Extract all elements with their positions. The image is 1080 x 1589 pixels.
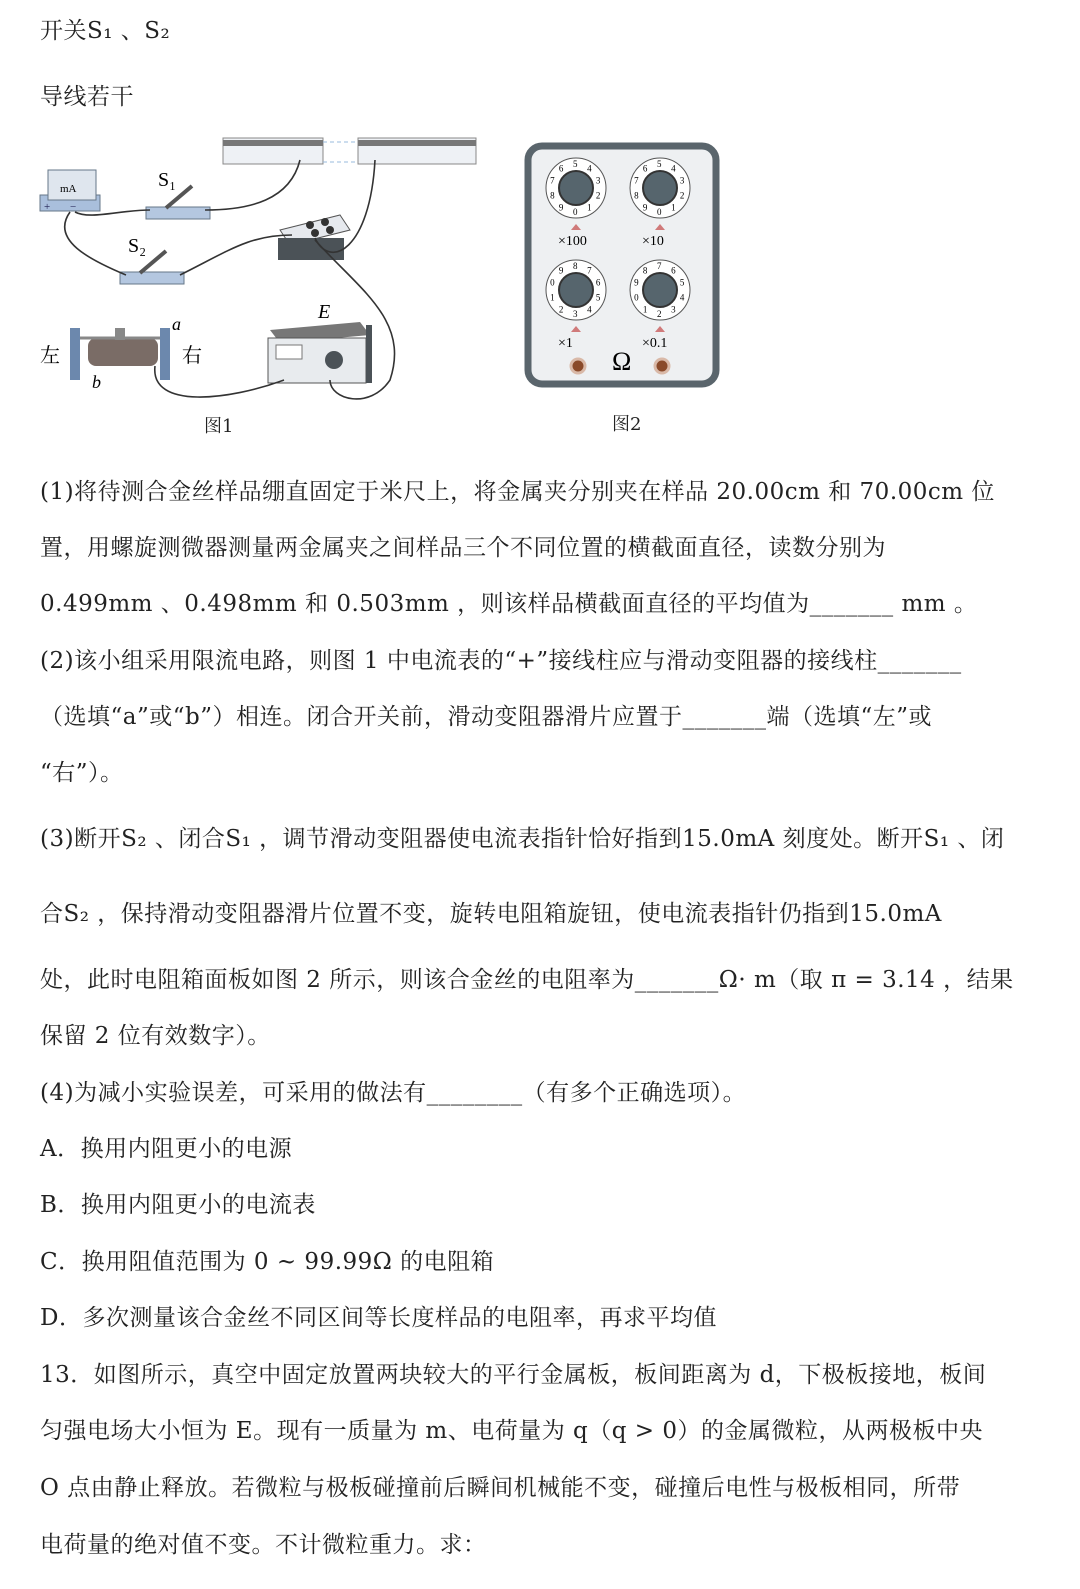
dial-digit: 0: [573, 207, 578, 217]
dial-digit: 6: [558, 163, 564, 174]
figure-2-resistance-box-panel: [520, 140, 730, 440]
question-line: 0.499mm 、0.498mm 和 0.503mm ，则该样品横截面直径的平均值为_______ mm 。: [40, 591, 978, 617]
figure-1-caption: 图1: [204, 416, 234, 437]
question-line: 保留 2 位有效数字）。: [40, 1023, 271, 1049]
dial-digit: 4: [587, 163, 592, 174]
question-line: (1)将待测合金丝样品绷直固定于米尺上，将金属夹分别夹在样品 20.00cm 和 70.00cm 位: [40, 479, 995, 505]
figure-1-circuit: [30, 130, 490, 440]
dial-digit: 7: [587, 265, 592, 276]
dial-digit: 9: [558, 265, 564, 276]
dial-digit: 8: [550, 190, 555, 201]
terminal-left: [571, 359, 585, 373]
dial-multiplier-label: ×100: [558, 234, 587, 249]
dial-digit: 0: [550, 277, 555, 288]
meter-stick: [223, 138, 476, 164]
dial-digit: 3: [671, 304, 676, 315]
question-line: B．换用内阻更小的电流表: [40, 1192, 316, 1218]
power-source: [268, 301, 372, 383]
dial-digit: 2: [558, 304, 564, 315]
question-line: 处，此时电阻箱面板如图 2 所示，则该合金丝的电阻率为_______Ω· m（取 π = 3.14 ，结果: [40, 967, 1014, 993]
switch-s2: [120, 235, 184, 284]
dial-digit: 0: [657, 207, 662, 217]
question-line: D．多次测量该合金丝不同区间等长度样品的电阻率，再求平均值: [40, 1305, 717, 1331]
dial-digit: 8: [634, 190, 639, 201]
equipment-switches: 开关S₁ 、S₂: [40, 18, 171, 44]
dial-digit: 9: [642, 202, 648, 213]
dial-digit: 9: [634, 277, 639, 288]
terminal-a-label: a: [172, 314, 181, 334]
switch-s1: [146, 169, 210, 219]
dial-digit: 4: [671, 163, 676, 174]
question-line: (4)为减小实验误差，可采用的做法有________（有多个正确选项）。: [40, 1080, 747, 1106]
terminal-b-label: b: [92, 372, 101, 392]
dial-digit: 9: [558, 202, 564, 213]
dial-digit: 1: [642, 304, 648, 315]
question-line: 13．如图所示，真空中固定放置两块较大的平行金属板，板间距离为 d，下极板接地，板间: [40, 1362, 987, 1388]
dial-digit: 2: [595, 190, 601, 201]
question-line: 合S₂ ，保持滑动变阻器滑片位置不变，旋转电阻箱旋钮，使电流表指针仍指到15.0mA: [40, 901, 942, 927]
ohm-unit: Ω: [612, 347, 632, 376]
dial-digit: 5: [679, 277, 685, 288]
dial-digit: 1: [587, 202, 592, 213]
question-line: A．换用内阻更小的电源: [40, 1136, 293, 1162]
terminal-right: [655, 359, 669, 373]
dial-digit: 3: [573, 309, 578, 319]
question-line: 匀强电场大小恒为 E。现有一质量为 m、电荷量为 q（q > 0）的金属微粒，从两极板中央: [40, 1418, 984, 1444]
dial-digit: 6: [671, 265, 676, 276]
ammeter: [40, 170, 100, 213]
ammeter-label: mA: [60, 183, 77, 195]
dial-digit: 6: [595, 277, 601, 288]
dial-digit: 2: [657, 309, 662, 319]
dial-digit: 7: [657, 261, 662, 271]
dial-digit: 3: [595, 175, 601, 186]
dial-digit: 4: [587, 304, 592, 315]
question-line: “右”）。: [40, 760, 124, 786]
figure-2-caption: 图2: [612, 414, 642, 435]
left-label: 左: [40, 345, 60, 367]
dial-digit: 5: [657, 159, 662, 169]
dial-digit: 5: [573, 159, 578, 169]
dial-digit: 3: [679, 175, 685, 186]
question-line: C．换用阻值范围为 0 ~ 99.99Ω 的电阻箱: [40, 1249, 495, 1275]
dial-multiplier-label: ×10: [642, 234, 664, 249]
question-line: （选填“a”或“b”）相连。闭合开关前，滑动变阻器滑片应置于_______端（选填“左”或: [40, 704, 932, 730]
ammeter-plus: +: [44, 201, 51, 213]
dial-digit: 7: [550, 175, 555, 186]
question-line: (3)断开S₂ 、闭合S₁ ，调节滑动变阻器使电流表指针恰好指到15.0mA 刻度处。断开S₁ 、闭: [40, 826, 1005, 852]
dial-digit: 1: [550, 292, 555, 303]
equipment-wires: 导线若干: [40, 84, 134, 110]
question-line: 电荷量的绝对值不变。不计微粒重力。求：: [40, 1532, 487, 1558]
dial-digit: 4: [679, 292, 685, 303]
question-line: O 点由静止释放。若微粒与极板碰撞前后瞬间机械能不变，碰撞后电性与极板相同，所带: [40, 1475, 961, 1501]
dial-multiplier-label: ×1: [558, 336, 573, 351]
dial-digit: 8: [573, 261, 578, 271]
dial-multiplier-label: ×0.1: [642, 336, 668, 351]
s1-label: S₁: [158, 169, 177, 191]
right-label: 右: [182, 345, 202, 367]
question-line: 置，用螺旋测微器测量两金属夹之间样品三个不同位置的横截面直径，读数分别为: [40, 535, 886, 561]
source-label: E: [318, 301, 331, 323]
dial-digit: 2: [679, 190, 685, 201]
dial-digit: 6: [642, 163, 648, 174]
dial-digit: 1: [671, 202, 676, 213]
question-line: (2)该小组采用限流电路，则图 1 中电流表的“+”接线柱应与滑动变阻器的接线柱_______: [40, 648, 962, 674]
dial-digit: 8: [642, 265, 648, 276]
dial-digit: 7: [634, 175, 639, 186]
dial-digit: 5: [595, 292, 601, 303]
ammeter-minus: −: [70, 201, 77, 213]
s2-label: S₂: [128, 235, 147, 257]
rheostat: [40, 314, 202, 392]
resistance-box: [278, 215, 350, 260]
dial-digit: 0: [634, 292, 639, 303]
